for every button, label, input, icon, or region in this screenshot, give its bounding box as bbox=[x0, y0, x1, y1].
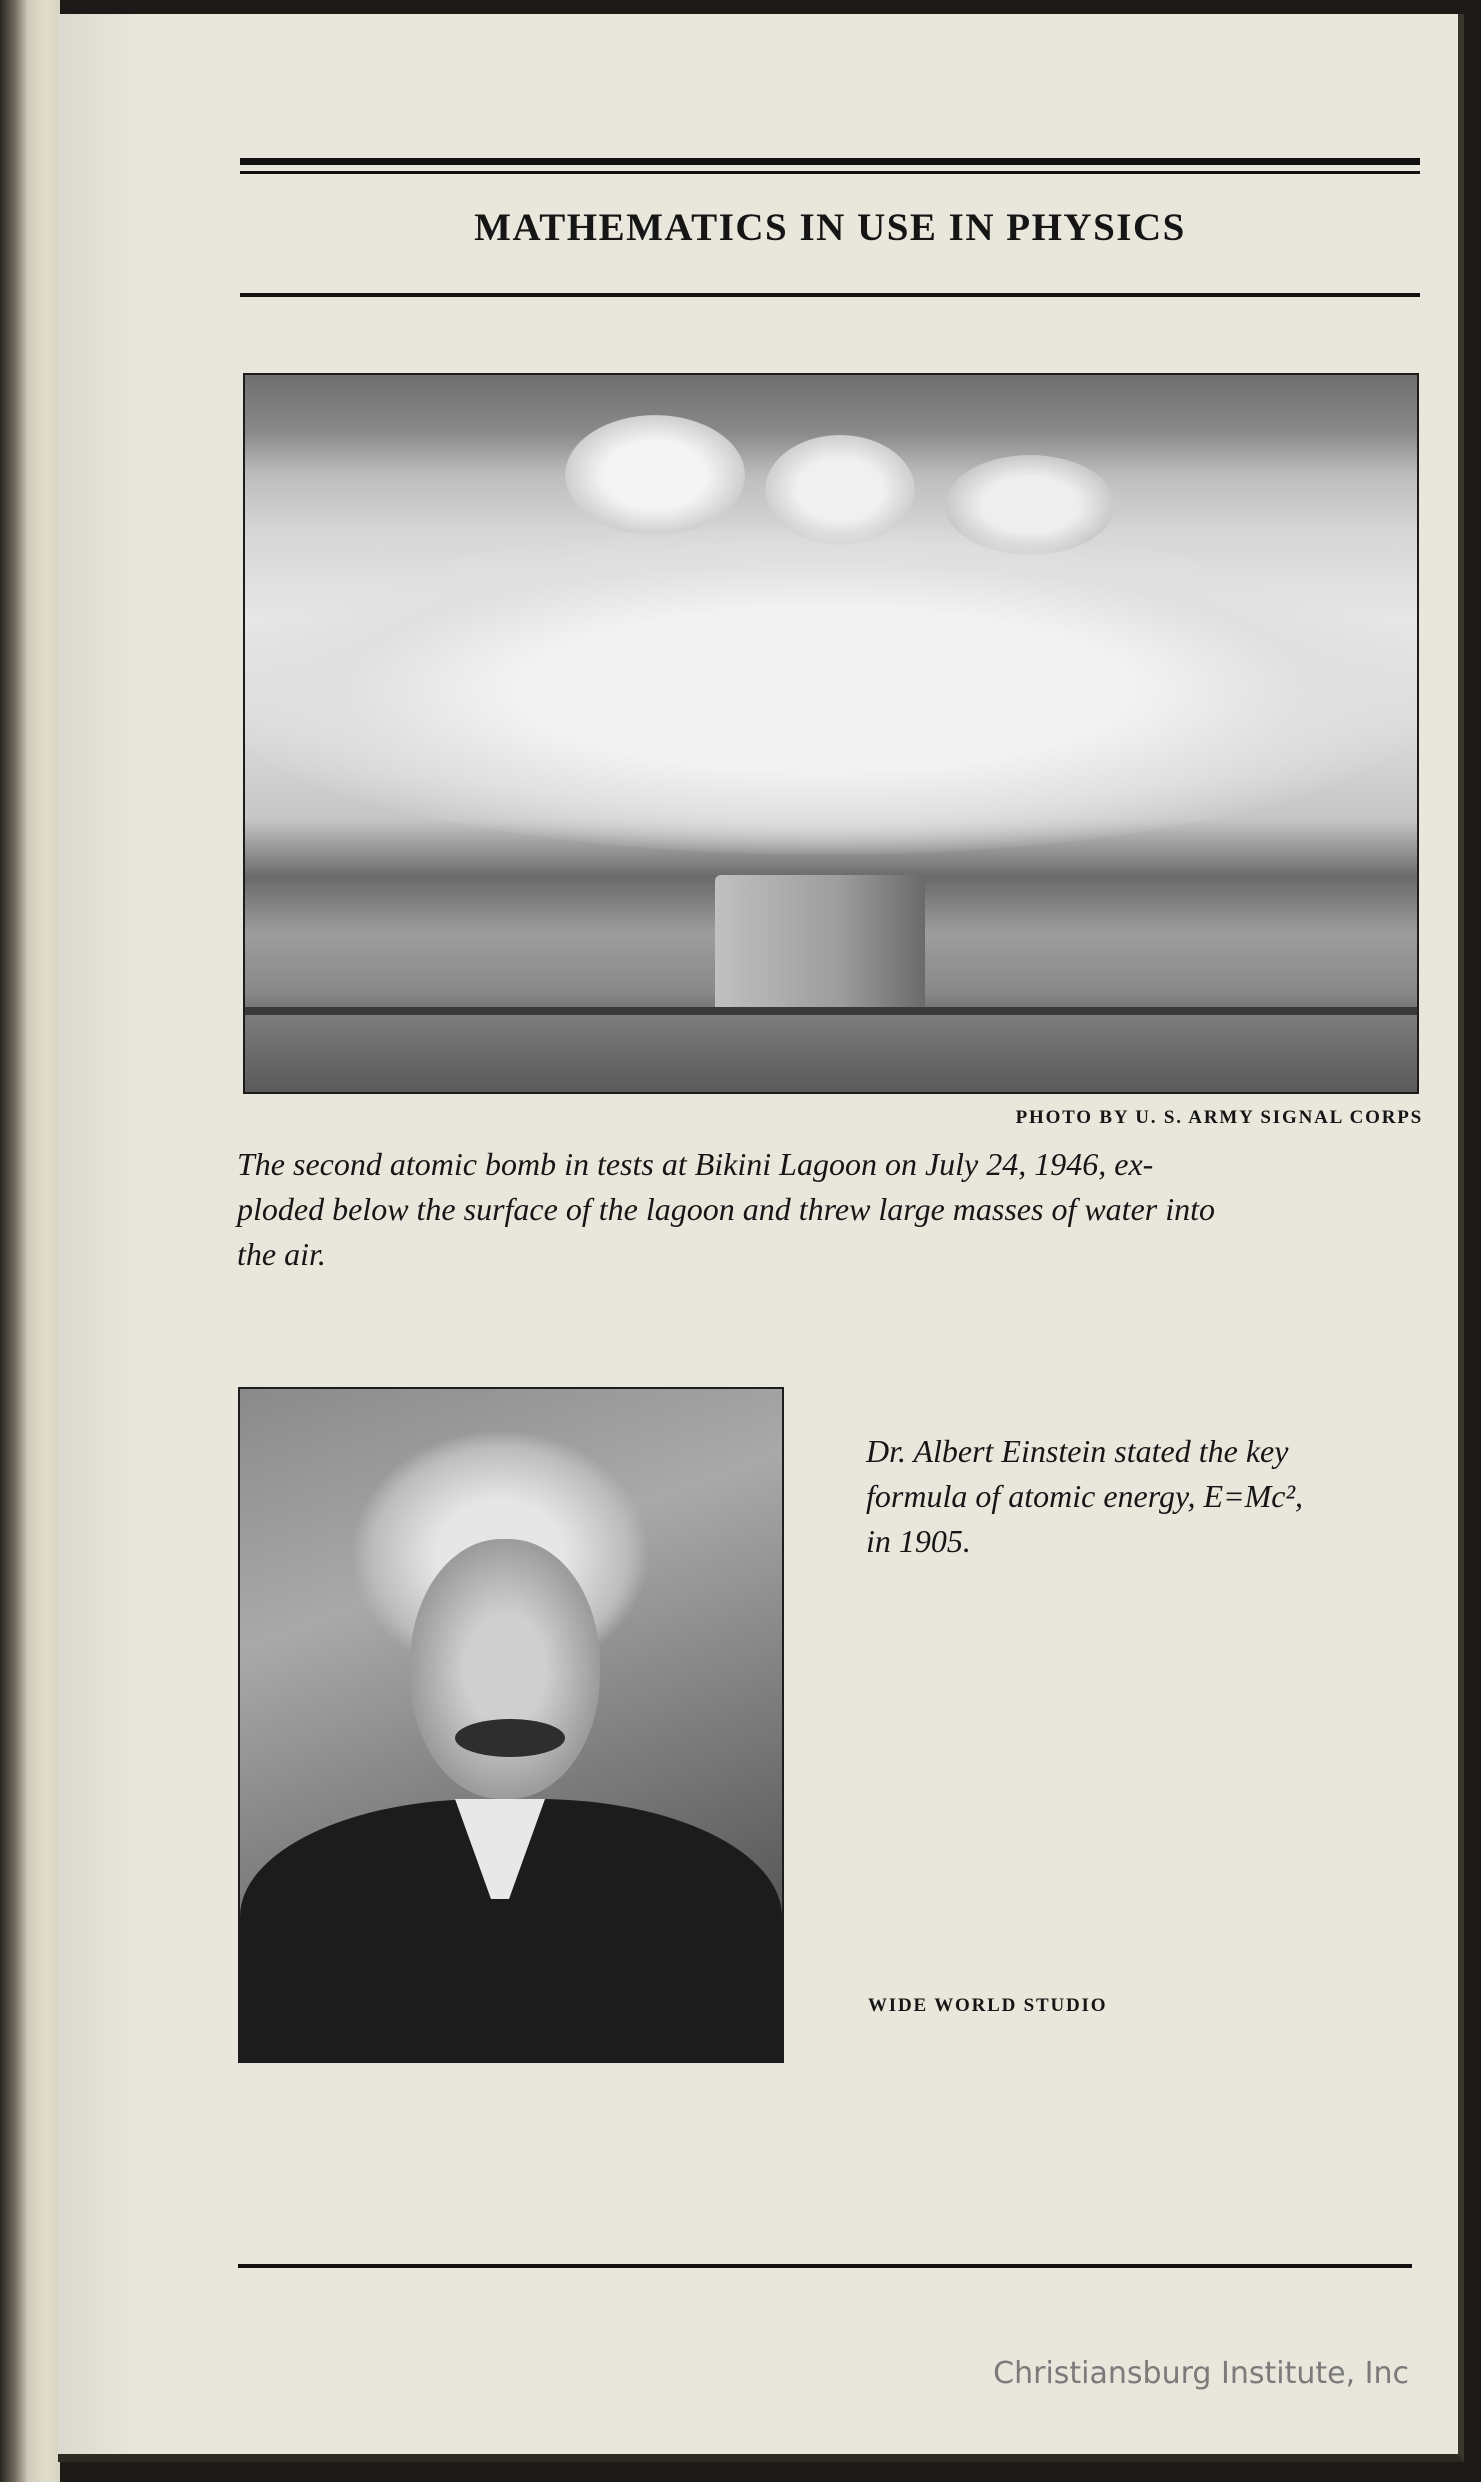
bomb-caption bbox=[237, 1142, 1417, 1277]
book-edge bbox=[0, 0, 60, 2482]
einstein-portrait bbox=[238, 1387, 784, 2063]
einstein-caption bbox=[866, 1429, 1426, 1564]
footer-rule bbox=[238, 2264, 1412, 2268]
caption-line: the air. bbox=[237, 1236, 326, 1272]
watermark-text: Christiansburg Institute, Inc bbox=[993, 2356, 1409, 2391]
caption-line: formula of atomic energy, E=Mc², bbox=[866, 1478, 1304, 1514]
moustache-shape bbox=[455, 1719, 565, 1757]
header-rule-bottom bbox=[240, 293, 1420, 297]
face-shape bbox=[410, 1539, 600, 1799]
caption-line: ploded below the surface of the lagoon and threw large masses of water into bbox=[237, 1191, 1215, 1227]
photo-credit-wide-world: WIDE WORLD STUDIO bbox=[868, 1995, 1108, 2016]
caption-line: The second atomic bomb in tests at Bikini Lagoon on July 24, 1946, ex- bbox=[237, 1146, 1154, 1182]
bikini-bomb-photo bbox=[243, 373, 1419, 1094]
lagoon-water bbox=[245, 1015, 1417, 1092]
horizon-line bbox=[245, 1007, 1417, 1015]
caption-line: in 1905. bbox=[866, 1523, 971, 1559]
caption-line: Dr. Albert Einstein stated the key bbox=[866, 1433, 1289, 1469]
photo-credit-signal-corps: PHOTO BY U. S. ARMY SIGNAL CORPS bbox=[1015, 1107, 1423, 1128]
header-rule-top-thin bbox=[240, 171, 1420, 174]
main-cloud bbox=[243, 525, 1419, 855]
page-title: MATHEMATICS IN USE IN PHYSICS bbox=[474, 206, 1186, 249]
header-rule-top bbox=[240, 158, 1420, 165]
cloud-cap bbox=[565, 415, 745, 535]
water-column bbox=[715, 875, 925, 1025]
